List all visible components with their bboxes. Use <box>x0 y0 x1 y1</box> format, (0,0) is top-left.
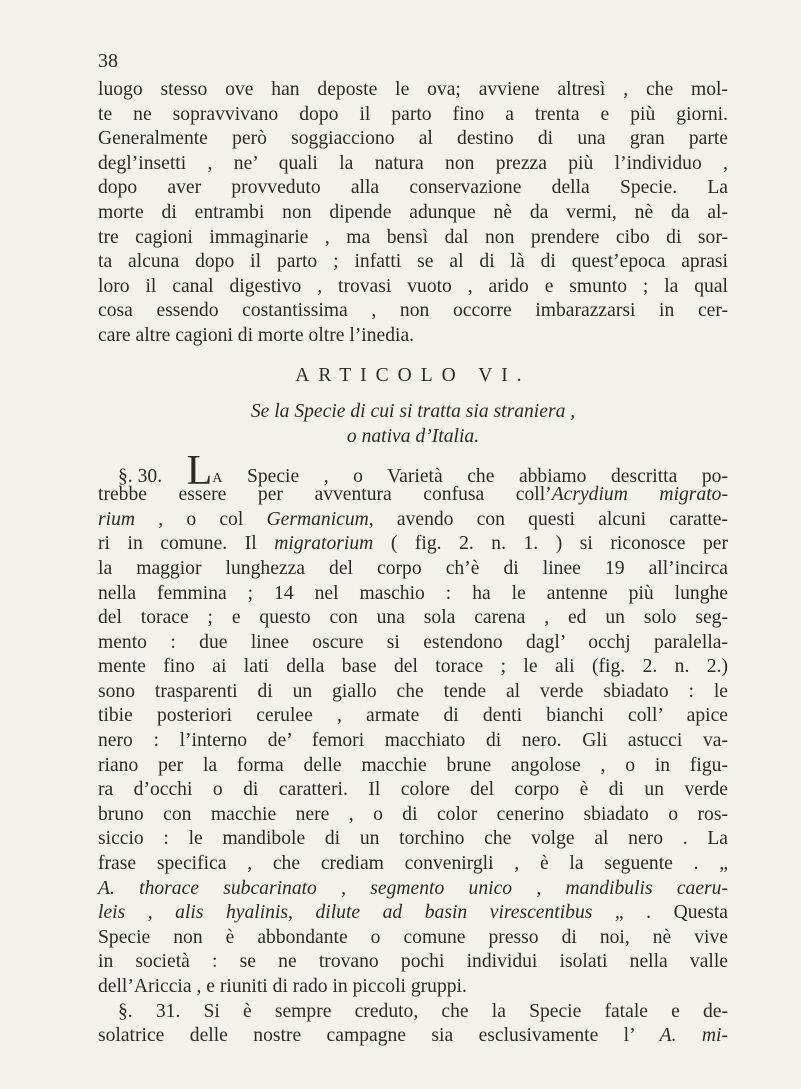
text-line: care altre cagioni di morte oltre l’inedia. <box>98 324 415 346</box>
article-heading: ARTICOLO VI. <box>295 364 531 386</box>
text-line: riano per la forma delle macchie brune angolose , o in figu- <box>98 754 728 776</box>
text-line: cosa essendo costantissima , non occorre imbarazzarsi in cer- <box>98 300 728 322</box>
text-span: ( fig. 2. n. 1. ) si riconosce per <box>373 533 728 555</box>
species-name: Germanicum <box>266 508 369 530</box>
text-span: , avendo con questi alcuni caratte- <box>368 508 728 530</box>
text-line: nella femmina ; 14 nel maschio : ha le antenne più lunghe <box>98 582 728 604</box>
species-name: A. mi- <box>659 1025 729 1047</box>
article-subtitle <box>98 399 728 449</box>
text-span: „ . Questa <box>592 902 728 924</box>
text-line: loro il canal digestivo , trovasi vuoto , arido e smunto ; la qual <box>98 275 728 297</box>
text-line: §. 31. Si è sempre creduto, che la Specie fatale e de- <box>118 1000 728 1022</box>
text-span: ri in comune. Il <box>98 533 275 555</box>
section-31 <box>98 1000 728 1049</box>
text-line: in società : se ne trovano pochi individui isolati nella valle <box>98 951 728 973</box>
article-subtitle-line: Se la Specie di cui si tratta sia straniera , <box>250 400 576 422</box>
text-line <box>98 532 728 557</box>
text-line: luogo stesso ove han deposte le ova; avviene altresì , che mol- <box>98 79 728 100</box>
section-30 <box>98 447 728 1000</box>
text-line: dell’Ariccia , e riuniti di rado in piccoli gruppi. <box>98 976 467 997</box>
text-line <box>98 1024 728 1049</box>
text-line <box>98 901 728 926</box>
text-line: frase specifica , che crediam convenirgli , è la seguente . „ <box>98 853 728 875</box>
text-line <box>98 447 728 494</box>
book-page <box>98 50 728 1049</box>
section-mark: §. 30. <box>118 465 163 487</box>
text-line: te ne sopravvivano dopo il parto fino a trenta e più giorni. <box>98 103 728 125</box>
text-line: bruno con macchie nere , o di color cenerino sbiadato o ros- <box>98 803 728 825</box>
text-line <box>98 483 728 508</box>
text-line: degl’insetti , ne’ quali la natura non prezza più l’individuo , <box>98 152 728 174</box>
text-line: A. thorace subcarinato , segmento unico , mandibulis caeru- <box>98 877 728 899</box>
text-line: nero : l’interno de’ femori macchiato di nero. Gli astucci va- <box>98 730 728 752</box>
species-name: Acrydium migrato- <box>551 484 728 506</box>
text-span: trebbe essere per avventura confusa coll’ <box>98 484 552 506</box>
text-line: tibie posteriori cerulee , armate di denti bianchi coll’ apice <box>98 705 728 727</box>
text-line: mente fino ai lati della base del torace ; le ali (fig. 2. n. 2.) <box>98 656 728 678</box>
species-name: migratorium <box>274 533 374 555</box>
latin-phrase: leis , alis hyalinis, dilute ad basin virescentibus <box>98 902 593 924</box>
paragraph-intro <box>98 78 728 349</box>
drop-cap-rest: a <box>212 465 223 487</box>
text-line: Specie non è abbondante o comune presso di noi, nè vive <box>98 926 728 948</box>
text-line: del torace ; e questo con una sola carena , ed un solo seg- <box>98 607 728 629</box>
text-line: ra d’occhi o di caratteri. Il colore del corpo è di un verde <box>98 779 728 801</box>
text-line: Generalmente però soggiacciono al destino di una gran parte <box>98 128 728 150</box>
text-line: la maggior lunghezza del corpo ch’è di linee 19 all’incirca <box>98 557 728 579</box>
text-line: dopo aver provveduto alla conservazione della Specie. La <box>98 177 728 199</box>
text-line: sono trasparenti di un giallo che tende al verde sbiadato : le <box>98 680 728 702</box>
text-span: , o col <box>135 508 267 530</box>
page-number: 38 <box>98 50 118 72</box>
text-line: ta alcuna dopo il parto ; infatti se al di là di quest’epoca aprasi <box>98 251 728 273</box>
text-line: tre cagioni immaginarie , ma bensì dal non prendere cibo di sor- <box>98 226 728 248</box>
text-line: siccio : le mandibole di un torchino che volge al nero . La <box>98 828 728 850</box>
species-name: rium <box>98 508 136 530</box>
text-line: mento : due linee oscure si estendono dagl’ occhj paralella- <box>98 631 728 653</box>
text-span: solatrice delle nostre campagne sia esclusivamente l’ <box>98 1025 660 1047</box>
text-line: morte di entrambi non dipende adunque nè da vermi, nè da al- <box>98 201 728 223</box>
article-subtitle-line: o nativa d’Italia. <box>346 425 480 447</box>
text-span: Specie , o Varietà che abbiamo descritta po- <box>246 465 728 487</box>
drop-cap: L <box>186 447 213 494</box>
text-line <box>98 508 728 533</box>
